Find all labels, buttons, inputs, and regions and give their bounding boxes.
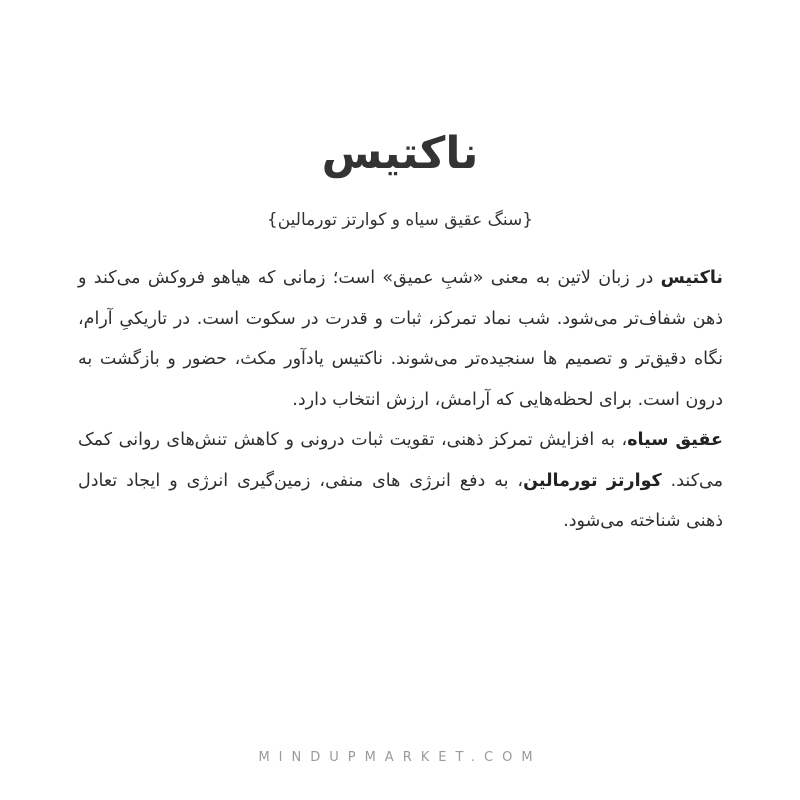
paragraph-stones-text-1: ، به افزایش تمرکز ذهنی، تقویت ثبات درونی و کاهش تنش‌های روانی کمک می‌کند. — [78, 430, 724, 491]
paragraph-stones — [78, 420, 723, 542]
subtitle: {سنگ عقیق سیاه و کوارتز تورمالین} — [266, 210, 534, 230]
paragraph-stones-text-2: ، به دفع انرژی های منفی، زمین‌گیری انرژی و ایجاد تعادل ذهنی شناخته می‌شود. — [78, 470, 723, 531]
keyword-tourmaline-quartz: کوارتز تورمالین — [523, 470, 662, 491]
body-text — [78, 258, 723, 542]
paragraph-intro-text: در زبان لاتین به معنی «شبِ عمیق» است؛ زمانی که هیاهو فروکش می‌کند و ذهن شفاف‌تر می‌شود. شب نماد تمرکز، ثبات و قدرت در سکوت است. در تاریکیِ آرام، نگاه دقیق‌تر و تصمیم ها سنجیده‌تر می‌شوند. ناکتیس یادآور مکث، حضور و بازگشت به درون است. برای لحظه‌هایی که آرامش، ارزش انتخاب دارد. — [78, 268, 723, 410]
keyword-noctis: ناکتیس — [660, 268, 723, 288]
paragraph-intro — [78, 258, 723, 420]
footer-url: MINDUPMARKET.COM — [258, 750, 542, 765]
page-title: ناکتیس — [321, 128, 479, 179]
keyword-black-agate: عقیق سیاه — [627, 430, 723, 450]
